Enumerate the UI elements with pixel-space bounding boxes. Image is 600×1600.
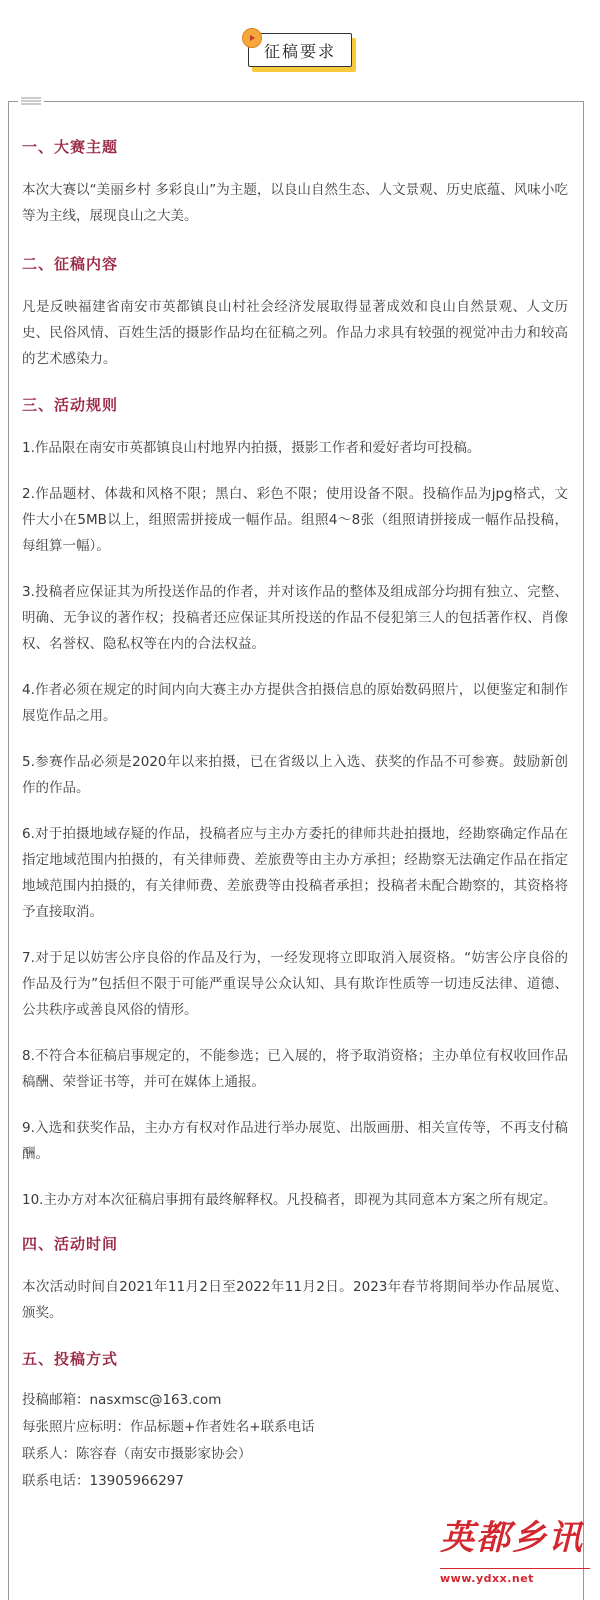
paragraph: 本次大赛以“美丽乡村 多彩良山”为主题，以良山自然生态、人文景观、历史底蕴、风味小吃等为主线，展现良山之大美。: [22, 182, 568, 224]
contact-person: 联系人：陈容春（南安市摄影家协会）: [22, 1446, 252, 1462]
rule-item: 2.作品题材、体裁和风格不限；黑白、彩色不限；使用设备不限。投稿作品为jpg格式，文件大小在5MB以上，组照需拼接成一幅作品。组照4～8张（组照请拼接成一幅作品投稿，每组算一幅）。: [22, 486, 568, 554]
content: [22, 136, 568, 1495]
frame-right: [583, 101, 584, 1600]
title-badge: [242, 28, 362, 74]
paragraph: 凡是反映福建省南安市英都镇良山村社会经济发展取得显著成效和良山自然景观、人文历史、民俗风情、百姓生活的摄影作品均在征稿之列。作品力求具有较强的视觉冲击力和较高的艺术感染力。: [22, 299, 568, 367]
frame-left: [8, 101, 9, 1600]
rule-item: 1.作品限在南安市英都镇良山村地界内拍摄，摄影工作者和爱好者均可投稿。: [22, 440, 481, 456]
play-icon: [242, 28, 262, 48]
watermark-divider: [440, 1568, 590, 1569]
rule-item: 5.参赛作品必须是2020年以来拍摄，已在省级以上入选、获奖的作品不可参赛。鼓励新创作的作品。: [22, 754, 568, 796]
watermark-url: www.ydxx.net: [440, 1572, 534, 1585]
rule-item: 3.投稿者应保证其为所投送作品的作者，并对该作品的整体及组成部分均拥有独立、完整、明确、无争议的著作权；投稿者还应保证其所投送的作品不侵犯第三人的包括著作权、肖像权、名誉权、隐私权等在内的合法权益。: [22, 584, 568, 652]
contact-label-note: 每张照片应标明：作品标题+作者姓名+联系电话: [22, 1419, 315, 1435]
contact-block: [22, 1387, 568, 1495]
frame-ornament-icon: [20, 95, 42, 107]
section-heading: 四、活动时间: [22, 1235, 119, 1253]
rule-item: 4.作者必须在规定的时间内向大赛主办方提供含拍摄信息的原始数码照片，以便鉴定和制作展览作品之用。: [22, 682, 568, 724]
page-title: 征稿要求: [248, 33, 352, 67]
rule-item: 10.主办方对本次征稿启事拥有最终解释权。凡投稿者，即视为其同意本方案之所有规定。: [22, 1192, 557, 1208]
watermark-text: 英都乡讯: [440, 1518, 584, 1558]
contact-email: 投稿邮箱：nasxmsc@163.com: [22, 1392, 222, 1408]
watermark-logo: [440, 1510, 600, 1600]
rule-item: 9.入选和获奖作品，主办方有权对作品进行举办展览、出版画册、相关宣传等，不再支付稿酬。: [22, 1120, 568, 1162]
frame-top-right: [44, 101, 584, 102]
section-heading: 一、大赛主题: [22, 138, 119, 156]
frame-top-left: [8, 101, 18, 102]
paragraph: 本次活动时间自2021年11月2日至2022年11月2日。2023年春节将期间举办作品展览、颁奖。: [22, 1279, 568, 1321]
contact-phone: 联系电话：13905966297: [22, 1473, 184, 1489]
section-heading: 三、活动规则: [22, 396, 119, 414]
section-heading: 五、投稿方式: [22, 1350, 119, 1368]
section-heading: 二、征稿内容: [22, 255, 119, 273]
rule-item: 6.对于拍摄地域存疑的作品，投稿者应与主办方委托的律师共赴拍摄地，经勘察确定作品在指定地域范围内拍摄的，有关律师费、差旅费等由主办方承担；经勘察无法确定作品在指定地域范围内拍摄的，有关律师费、差旅费等由投稿者承担；投稿者未配合勘察的，其资格将予直接取消。: [22, 826, 568, 920]
rule-item: 8.不符合本征稿启事规定的，不能参选；已入展的，将予取消资格；主办单位有权收回作品稿酬、荣誉证书等，并可在媒体上通报。: [22, 1048, 568, 1090]
rule-item: 7.对于足以妨害公序良俗的作品及行为，一经发现将立即取消入展资格。“妨害公序良俗的作品及行为”包括但不限于可能严重误导公众认知、具有欺诈性质等一切违反法律、道德、公共秩序或善良风俗的情形。: [22, 950, 568, 1018]
